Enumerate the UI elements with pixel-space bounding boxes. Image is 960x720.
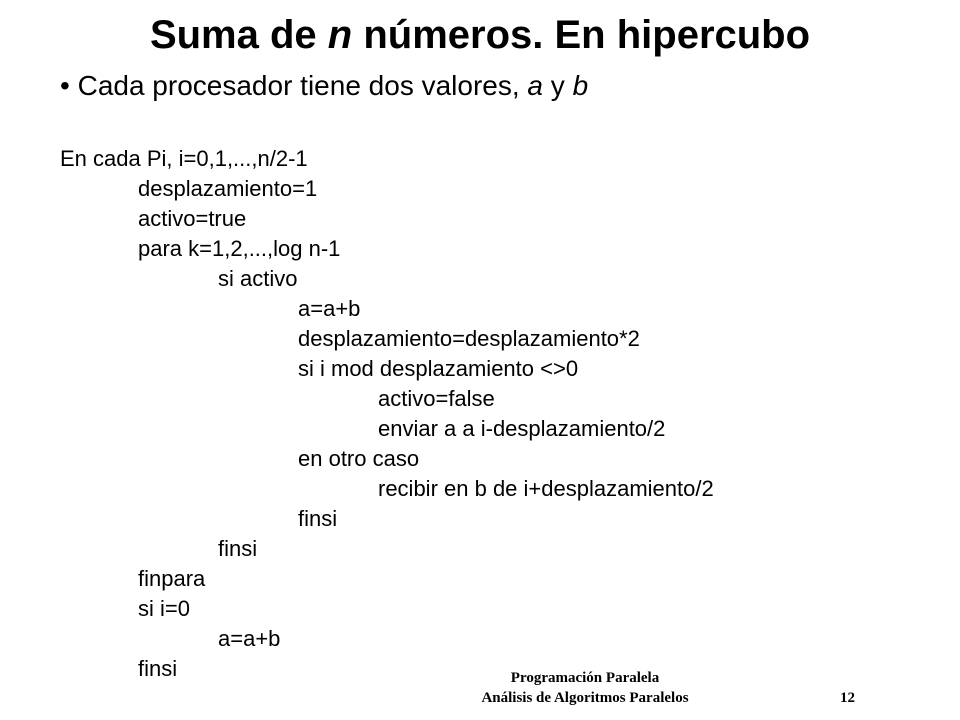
code-line: para k=1,2,...,log n-1 [138, 236, 341, 261]
code-line: enviar a a i-desplazamiento/2 [378, 416, 666, 441]
title-text-before: Suma de [149, 13, 328, 57]
footer-topic: Análisis de Algoritmos Paralelos [481, 690, 689, 706]
code-line: en otro caso [298, 446, 420, 471]
footer-course: Programación Paralela [510, 670, 660, 686]
code-line: finsi [218, 536, 258, 561]
footer [430, 668, 740, 708]
code-line: finsi [298, 506, 338, 531]
title-italic-n: n [327, 13, 353, 57]
code-line: desplazamiento=1 [138, 176, 318, 201]
bullet-var-b: b [572, 70, 589, 101]
code-line: si i=0 [138, 596, 190, 621]
bullet-conj: y [543, 70, 573, 101]
code-line: activo=false [378, 386, 495, 411]
code-line: a=a+b [298, 296, 361, 321]
code-line: finpara [138, 566, 206, 591]
title-text-after: números. En hipercubo [352, 13, 811, 57]
bullet-var-a: a [527, 70, 543, 101]
bullet-text: Cada procesador tiene dos valores, [77, 70, 528, 101]
code-line: a=a+b [218, 626, 281, 651]
code-line: desplazamiento=desplazamiento*2 [298, 326, 640, 351]
page-number: 12 [840, 690, 855, 706]
bullet-point [60, 68, 588, 104]
bullet-marker: • [60, 70, 70, 101]
code-line: si i mod desplazamiento <>0 [298, 356, 579, 381]
code-line: activo=true [138, 206, 247, 231]
code-line: En cada Pi, i=0,1,...,n/2-1 [60, 146, 308, 171]
code-line: finsi [138, 656, 178, 681]
slide-title [0, 8, 960, 62]
pseudocode-block [60, 144, 714, 684]
code-line: si activo [218, 266, 298, 291]
code-line: recibir en b de i+desplazamiento/2 [378, 476, 714, 501]
